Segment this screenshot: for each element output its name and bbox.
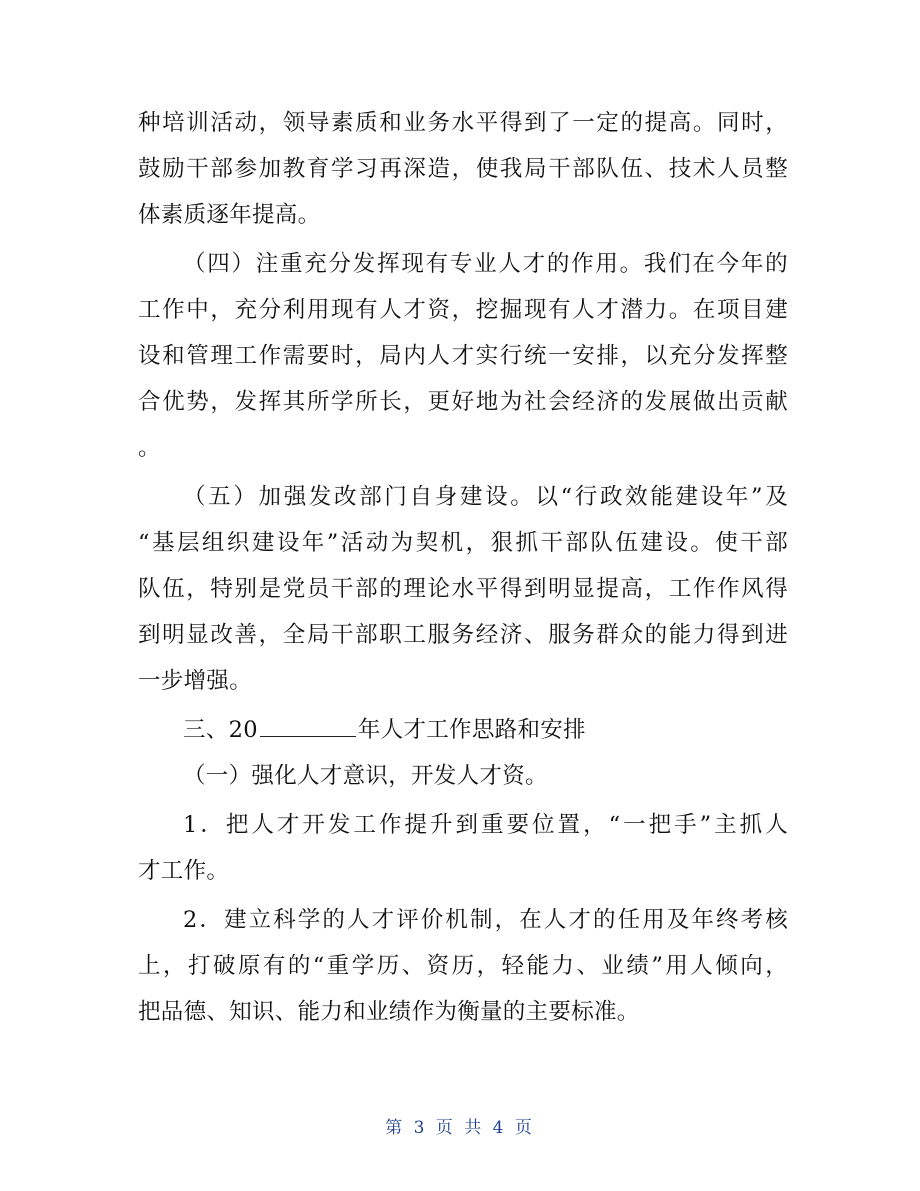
text-line: 上，打破原有的“重学历、资历，轻能力、业绩”用人倾向， bbox=[138, 953, 788, 979]
text-line: 合优势，发挥其所学所长，更好地为社会经济的发展做出贡献 bbox=[138, 389, 788, 415]
document-body bbox=[138, 100, 788, 1035]
text-line: 到明显改善，全局干部职工服务经济、服务群众的能力得到进 bbox=[138, 622, 788, 648]
text-line: 队伍，特别是党员干部的理论水平得到明显提高，工作作风得 bbox=[138, 576, 788, 602]
text-line: 种培训活动，领导素质和业务水平得到了一定的提高。同时， bbox=[138, 110, 788, 136]
text-line: 把品德、知识、能力和业绩作为衡量的主要标准。 bbox=[138, 999, 640, 1025]
text-line: 才工作。 bbox=[138, 858, 230, 884]
text-line: “基层组织建设年”活动为契机，狠抓干部队伍建设。使干部 bbox=[138, 530, 788, 556]
text-line: 鼓励干部参加教育学习再深造，使我局干部队伍、技术人员整 bbox=[138, 156, 788, 182]
text-line: 。 bbox=[138, 435, 161, 461]
page-number-footer: 第 3 页 共 4 页 bbox=[385, 1118, 535, 1138]
subsection-heading: （一）强化人才意识，开发人才资。 bbox=[183, 763, 548, 789]
section-heading bbox=[138, 707, 788, 753]
list-item-two: 2．建立科学的人才评价机制，在人才的任用及年终考核 bbox=[183, 907, 788, 933]
section-heading-suffix: 年人才工作思路和安排 bbox=[357, 717, 586, 743]
section-heading-prefix: 三、20 bbox=[183, 717, 258, 743]
year-blank bbox=[260, 716, 356, 737]
text-line: 工作中，充分利用现有人才资，挖掘现有人才潜力。在项目建 bbox=[138, 297, 788, 323]
list-item-one: 1．把人才开发工作提升到重要位置，“一把手”主抓人 bbox=[183, 812, 788, 838]
text-line: 一步增强。 bbox=[138, 668, 253, 694]
text-line: 设和管理工作需要时，局内人才实行统一安排，以充分发挥整 bbox=[138, 343, 788, 369]
paragraph-five-heading: （五）加强发改部门自身建设。以“行政效能建设年”及 bbox=[183, 484, 788, 510]
text-line: 体素质逐年提高。 bbox=[138, 202, 321, 228]
paragraph-four-heading: （四）注重充分发挥现有专业人才的作用。我们在今年的 bbox=[183, 251, 788, 277]
